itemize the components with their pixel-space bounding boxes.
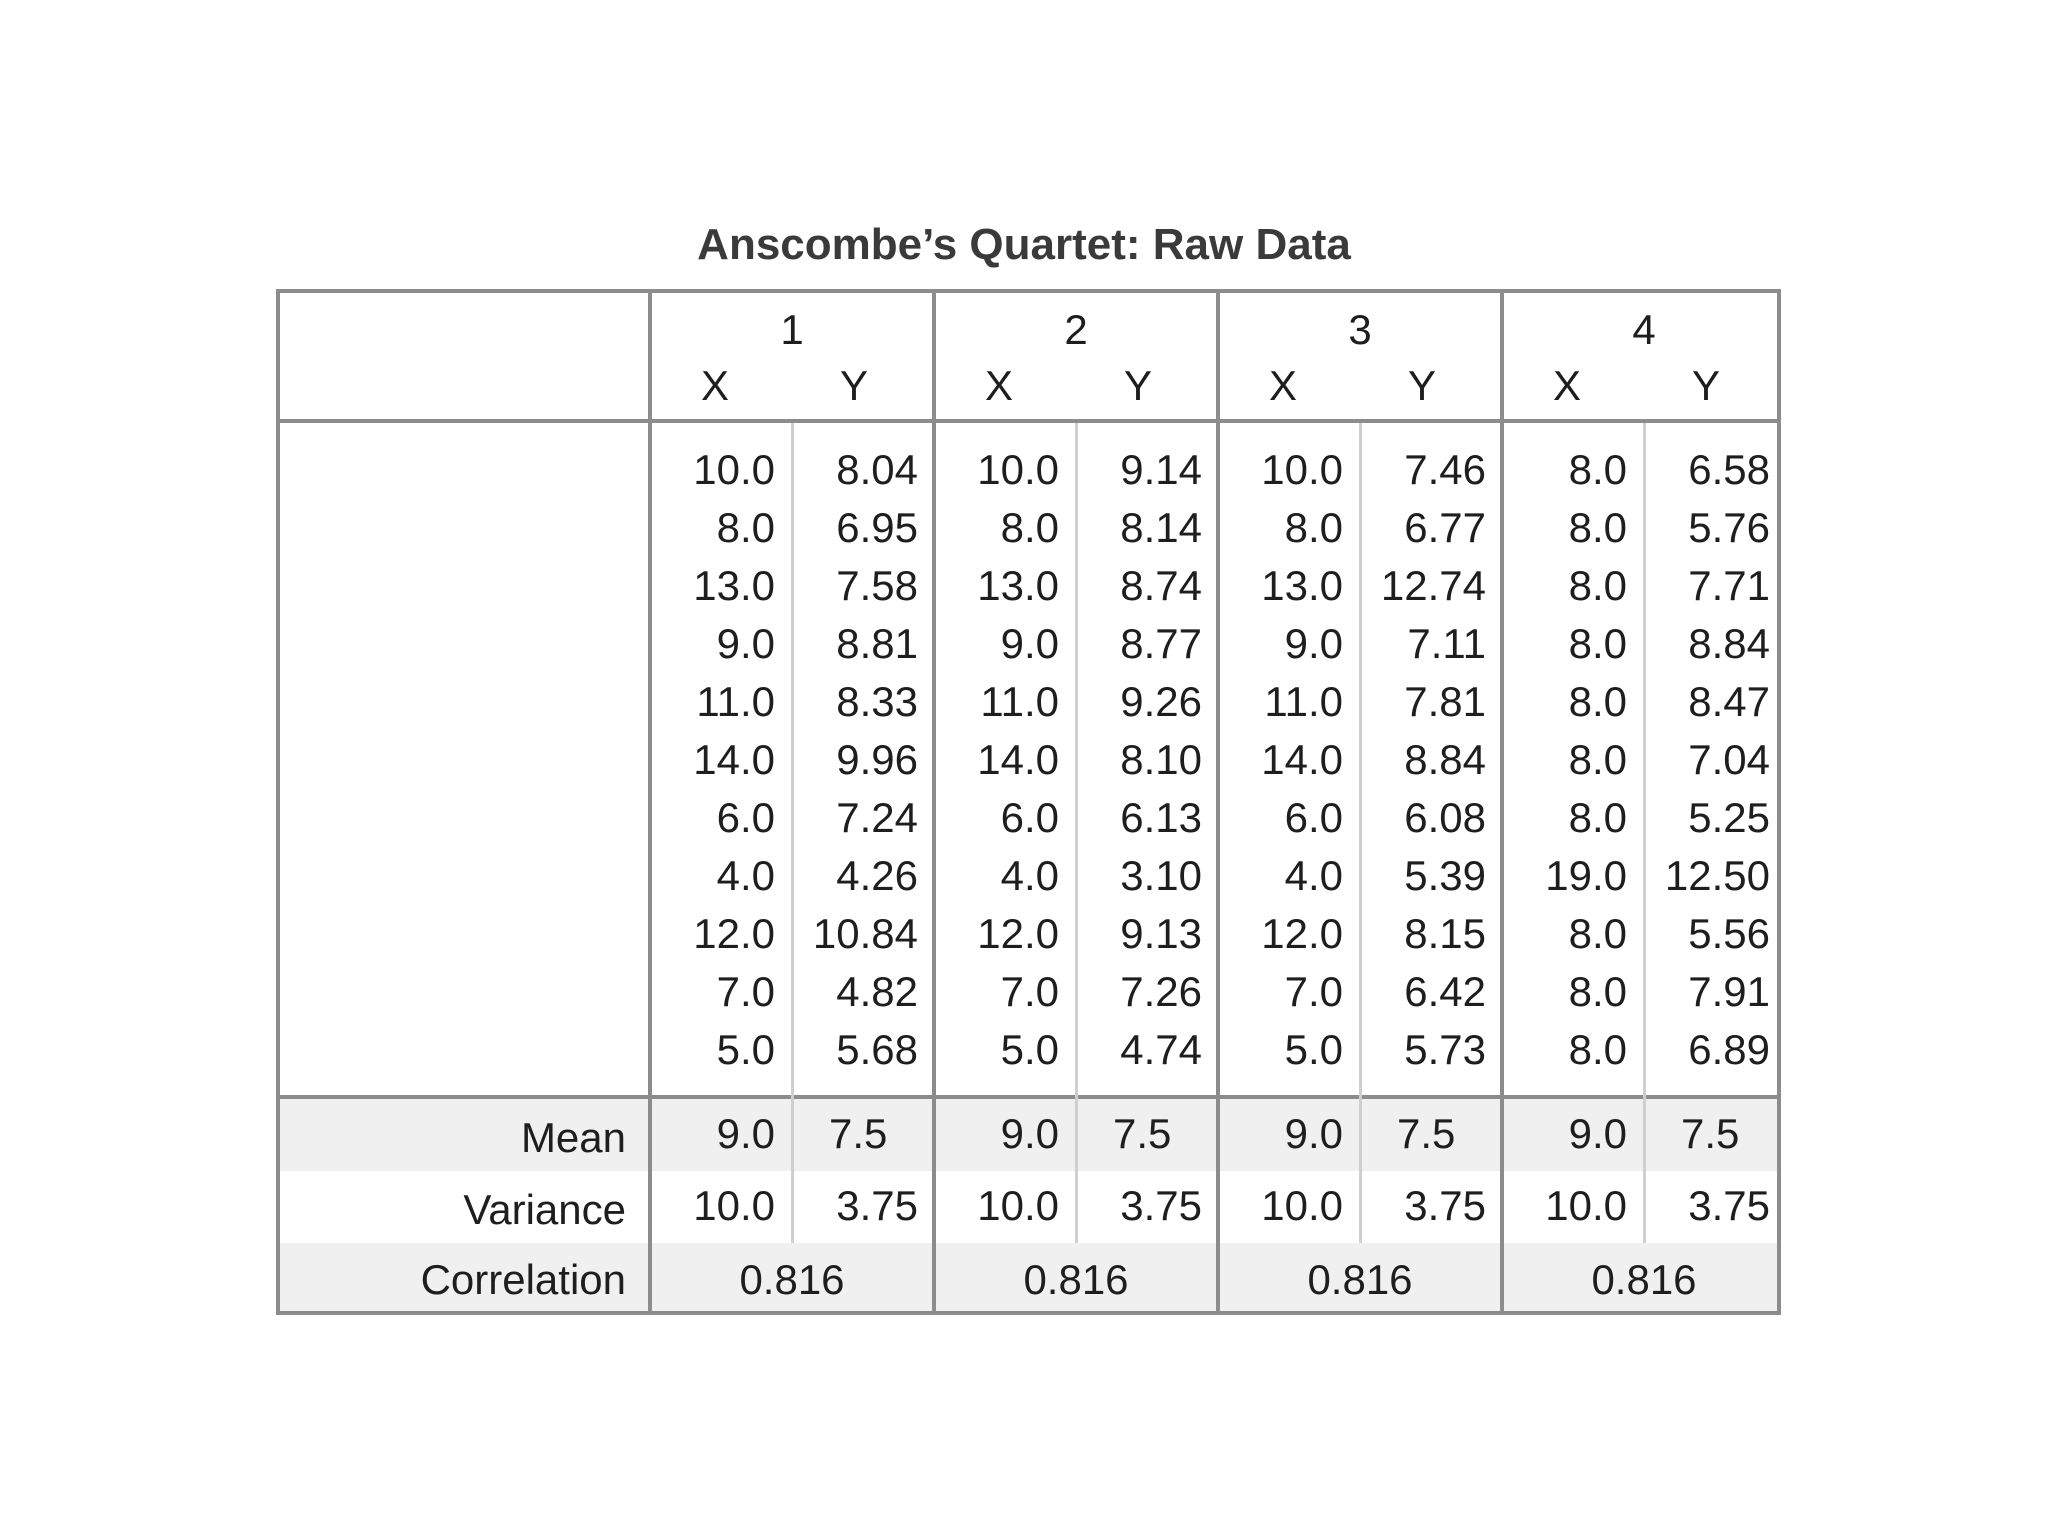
x-value: 14.0: [977, 736, 1059, 783]
x-value: 8.0: [1568, 968, 1627, 1015]
dataset-header: 4: [1632, 306, 1656, 353]
x-value: 5.0: [1000, 1026, 1059, 1073]
y-value: 6.42: [1404, 968, 1486, 1015]
variance-y-value: 3.75: [1688, 1182, 1770, 1229]
y-value: 4.82: [836, 968, 918, 1015]
y-value: 7.46: [1404, 446, 1486, 493]
dataset-header: 2: [1064, 306, 1088, 353]
x-value: 10.0: [693, 446, 775, 493]
y-column-header: Y: [1123, 362, 1152, 409]
y-value: 4.26: [836, 852, 918, 899]
stats-divider: [280, 1095, 1777, 1099]
y-value: 10.84: [812, 910, 918, 957]
x-value: 11.0: [1264, 678, 1343, 725]
variance-x-value: 10.0: [1261, 1182, 1343, 1229]
x-value: 8.0: [1568, 1026, 1627, 1073]
xy-divider: [1075, 423, 1078, 1243]
x-value: 8.0: [1284, 504, 1343, 551]
y-value: 7.71: [1688, 562, 1770, 609]
correlation-value: 0.816: [1591, 1256, 1697, 1303]
y-value: 7.24: [836, 794, 918, 841]
x-value: 9.0: [1284, 620, 1343, 667]
x-value: 8.0: [1568, 678, 1627, 725]
y-value: 8.81: [836, 620, 918, 667]
x-value: 4.0: [716, 852, 775, 899]
x-column-header: X: [1268, 362, 1297, 409]
y-value: 8.84: [1404, 736, 1486, 783]
y-value: 7.04: [1688, 736, 1770, 783]
x-value: 12.0: [977, 910, 1059, 957]
x-value: 19.0: [1545, 852, 1627, 899]
x-value: 13.0: [977, 562, 1059, 609]
y-value: 6.08: [1404, 794, 1486, 841]
y-value: 8.10: [1120, 736, 1202, 783]
y-value: 5.56: [1688, 910, 1770, 957]
y-value: 7.91: [1688, 968, 1770, 1015]
variance-x-value: 10.0: [1545, 1182, 1627, 1229]
y-value: 6.95: [836, 504, 918, 551]
dataset-header: 1: [780, 306, 804, 353]
y-value: 9.26: [1120, 678, 1202, 725]
xy-divider: [791, 423, 794, 1243]
variance-x-value: 10.0: [693, 1182, 775, 1229]
x-value: 11.0: [980, 678, 1059, 725]
x-value: 8.0: [1000, 504, 1059, 551]
x-value: 4.0: [1284, 852, 1343, 899]
x-value: 8.0: [716, 504, 775, 551]
mean-y-value: 7.5: [1681, 1110, 1740, 1157]
y-value: 5.68: [836, 1026, 918, 1073]
y-value: 8.47: [1688, 678, 1770, 725]
y-value: 7.26: [1120, 968, 1202, 1015]
y-value: 6.89: [1688, 1026, 1770, 1073]
x-value: 8.0: [1568, 794, 1627, 841]
x-value: 8.0: [1568, 562, 1627, 609]
y-column-header: Y: [1691, 362, 1720, 409]
x-value: 6.0: [1284, 794, 1343, 841]
y-value: 6.13: [1120, 794, 1202, 841]
x-value: 8.0: [1568, 620, 1627, 667]
y-value: 5.76: [1688, 504, 1770, 551]
x-value: 8.0: [1568, 736, 1627, 783]
x-value: 13.0: [693, 562, 775, 609]
y-value: 9.96: [836, 736, 918, 783]
y-value: 9.13: [1120, 910, 1202, 957]
x-value: 7.0: [1000, 968, 1059, 1015]
x-value: 8.0: [1568, 504, 1627, 551]
x-value: 7.0: [716, 968, 775, 1015]
mean-y-value: 7.5: [1397, 1110, 1456, 1157]
x-value: 8.0: [1568, 910, 1627, 957]
data-table: [276, 289, 1781, 1315]
variance-x-value: 10.0: [977, 1182, 1059, 1229]
y-value: 8.15: [1404, 910, 1486, 957]
mean-y-value: 7.5: [829, 1110, 888, 1157]
mean-x-value: 9.0: [1000, 1110, 1059, 1157]
y-value: 5.39: [1404, 852, 1486, 899]
x-value: 13.0: [1261, 562, 1343, 609]
x-value: 6.0: [1000, 794, 1059, 841]
y-value: 8.14: [1120, 504, 1202, 551]
variance-y-value: 3.75: [836, 1182, 918, 1229]
y-value: 3.10: [1120, 852, 1202, 899]
x-column-header: X: [1552, 362, 1581, 409]
x-column-header: X: [984, 362, 1013, 409]
y-column-header: Y: [839, 362, 868, 409]
mean-x-value: 9.0: [1568, 1110, 1627, 1157]
x-value: 9.0: [1000, 620, 1059, 667]
x-value: 10.0: [977, 446, 1059, 493]
y-value: 5.73: [1404, 1026, 1486, 1073]
x-value: 9.0: [716, 620, 775, 667]
y-value: 6.58: [1688, 446, 1770, 493]
x-value: 8.0: [1568, 446, 1627, 493]
x-value: 4.0: [1000, 852, 1059, 899]
y-value: 9.14: [1120, 446, 1202, 493]
variance-label: Variance: [463, 1186, 626, 1233]
mean-label: Mean: [520, 1114, 626, 1161]
mean-x-value: 9.0: [1284, 1110, 1343, 1157]
xy-divider: [1359, 423, 1362, 1243]
y-value: 4.74: [1120, 1026, 1202, 1073]
y-value: 8.77: [1120, 620, 1202, 667]
mean-x-value: 9.0: [716, 1110, 775, 1157]
correlation-value: 0.816: [1023, 1256, 1129, 1303]
y-value: 7.81: [1404, 678, 1486, 725]
y-value: 5.25: [1688, 794, 1770, 841]
header-divider: [280, 419, 1777, 423]
x-value: 14.0: [693, 736, 775, 783]
correlation-value: 0.816: [1307, 1256, 1413, 1303]
y-value: 8.04: [836, 446, 918, 493]
y-value: 6.77: [1404, 504, 1486, 551]
table-title: Anscombe’s Quartet: Raw Data: [697, 220, 1351, 269]
dataset-header: 3: [1348, 306, 1372, 353]
y-column-header: Y: [1407, 362, 1436, 409]
x-value: 12.0: [1261, 910, 1343, 957]
y-value: 7.11: [1407, 620, 1486, 667]
y-value: 8.33: [836, 678, 918, 725]
y-value: 12.50: [1664, 852, 1770, 899]
variance-y-value: 3.75: [1404, 1182, 1486, 1229]
y-value: 12.74: [1380, 562, 1486, 609]
y-value: 8.74: [1120, 562, 1202, 609]
x-value: 10.0: [1261, 446, 1343, 493]
x-value: 5.0: [716, 1026, 775, 1073]
xy-divider: [1643, 423, 1646, 1243]
x-column-header: X: [700, 362, 729, 409]
x-value: 7.0: [1284, 968, 1343, 1015]
x-value: 6.0: [716, 794, 775, 841]
correlation-label: Correlation: [420, 1256, 626, 1303]
variance-y-value: 3.75: [1120, 1182, 1202, 1229]
x-value: 12.0: [693, 910, 775, 957]
y-value: 7.58: [836, 562, 918, 609]
x-value: 14.0: [1261, 736, 1343, 783]
x-value: 11.0: [696, 678, 775, 725]
mean-y-value: 7.5: [1113, 1110, 1172, 1157]
y-value: 8.84: [1688, 620, 1770, 667]
correlation-value: 0.816: [739, 1256, 845, 1303]
x-value: 5.0: [1284, 1026, 1343, 1073]
